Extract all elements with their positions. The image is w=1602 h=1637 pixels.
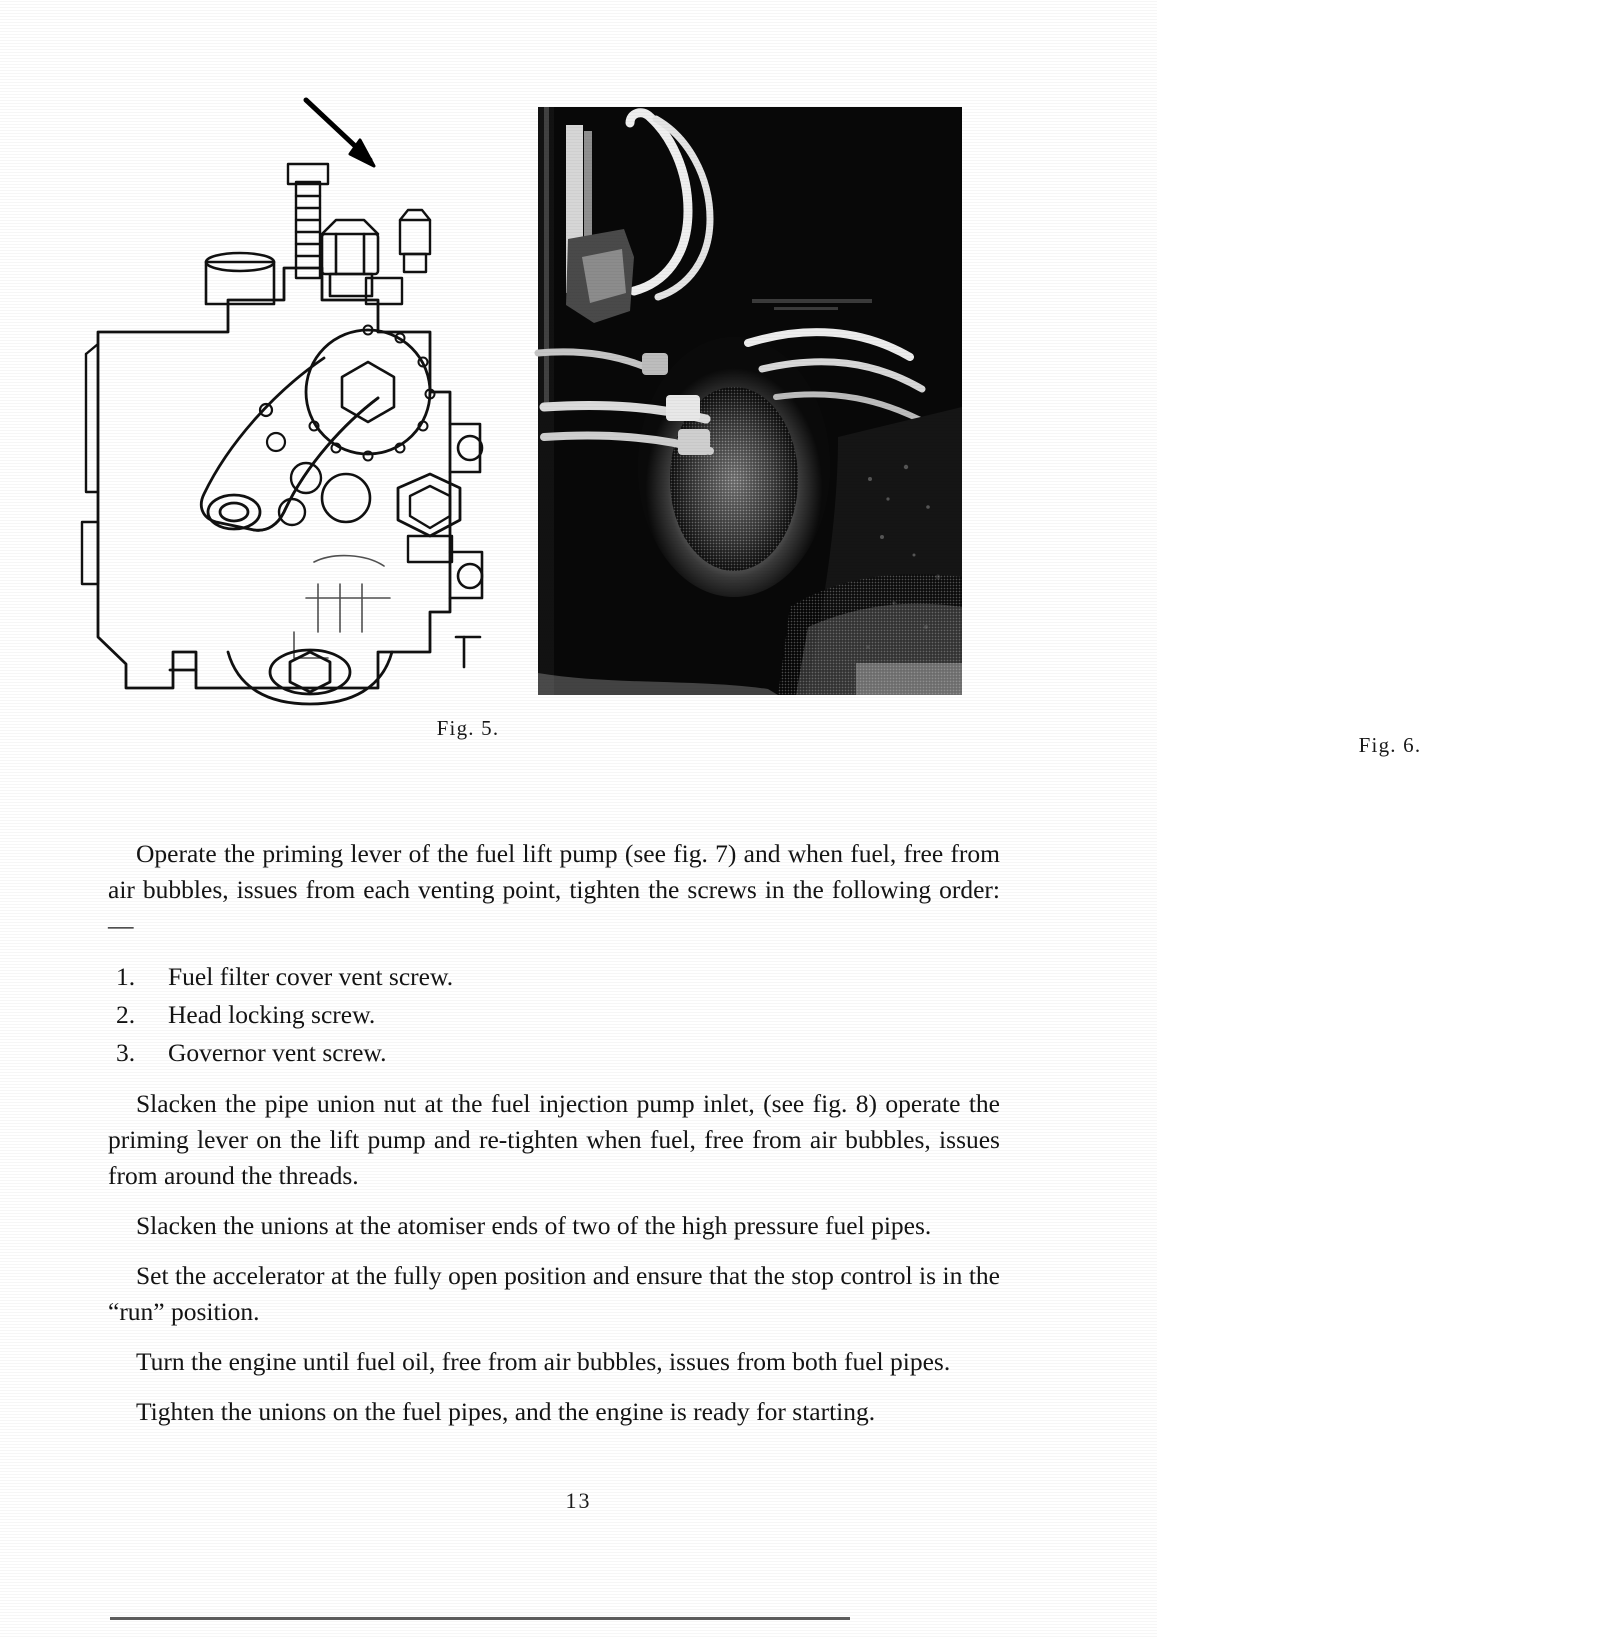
list-item-number: 3. bbox=[116, 1038, 136, 1067]
body-text bbox=[108, 836, 1000, 1430]
governor-vent-screw bbox=[366, 210, 430, 304]
list-item-label: Governor vent screw. bbox=[168, 1038, 387, 1067]
injection-pump-line-drawing bbox=[78, 92, 498, 707]
head-locking-screw bbox=[322, 220, 378, 296]
paragraph-slacken-atomiser-unions: Slacken the unions at the atomiser ends of two of the high pressure fuel pipes. bbox=[136, 1211, 932, 1240]
paragraph-tighten-unions: Tighten the unions on the fuel pipes, and the engine is ready for starting. bbox=[136, 1397, 876, 1426]
figure-6 bbox=[538, 107, 1422, 757]
figure-6-caption: Fig. 6. bbox=[1358, 733, 1422, 757]
list-item-number: 1. bbox=[116, 962, 136, 991]
list-item bbox=[116, 958, 1000, 996]
list-item bbox=[116, 996, 1000, 1034]
callout-arrow bbox=[306, 100, 374, 166]
figure-5 bbox=[78, 92, 500, 740]
page-number: 13 bbox=[565, 1488, 592, 1513]
paragraph-operate-priming-lever: Operate the priming lever of the fuel lift pump (see fig. 7) and when fuel, free from air bubbles, issues from each venting point, tighten the screws in the following order:— bbox=[108, 839, 1000, 940]
paragraph-slacken-pipe-union-nut: Slacken the pipe union nut at the fuel injection pump inlet, (see fig. 8) operate the priming lever on the lift pump and re-tighten when fuel, free from air bubbles, issues from around the threads. bbox=[108, 1089, 1000, 1190]
figure-5-caption: Fig. 5. bbox=[436, 716, 500, 740]
list-item-label: Head locking screw. bbox=[168, 1000, 376, 1029]
scan-edge-artifact bbox=[110, 1617, 850, 1620]
list-item-label: Fuel filter cover vent screw. bbox=[168, 962, 454, 991]
figures-row bbox=[0, 92, 1422, 757]
injection-pump-photograph bbox=[538, 107, 962, 695]
vent-screw-order-list bbox=[108, 958, 1000, 1072]
paragraph-turn-engine: Turn the engine until fuel oil, free from air bubbles, issues from both fuel pipes. bbox=[136, 1347, 951, 1376]
paragraph-set-accelerator: Set the accelerator at the fully open position and ensure that the stop control is in the “run” position. bbox=[108, 1261, 1000, 1326]
list-item bbox=[116, 1034, 1000, 1072]
list-item-number: 2. bbox=[116, 1000, 136, 1029]
